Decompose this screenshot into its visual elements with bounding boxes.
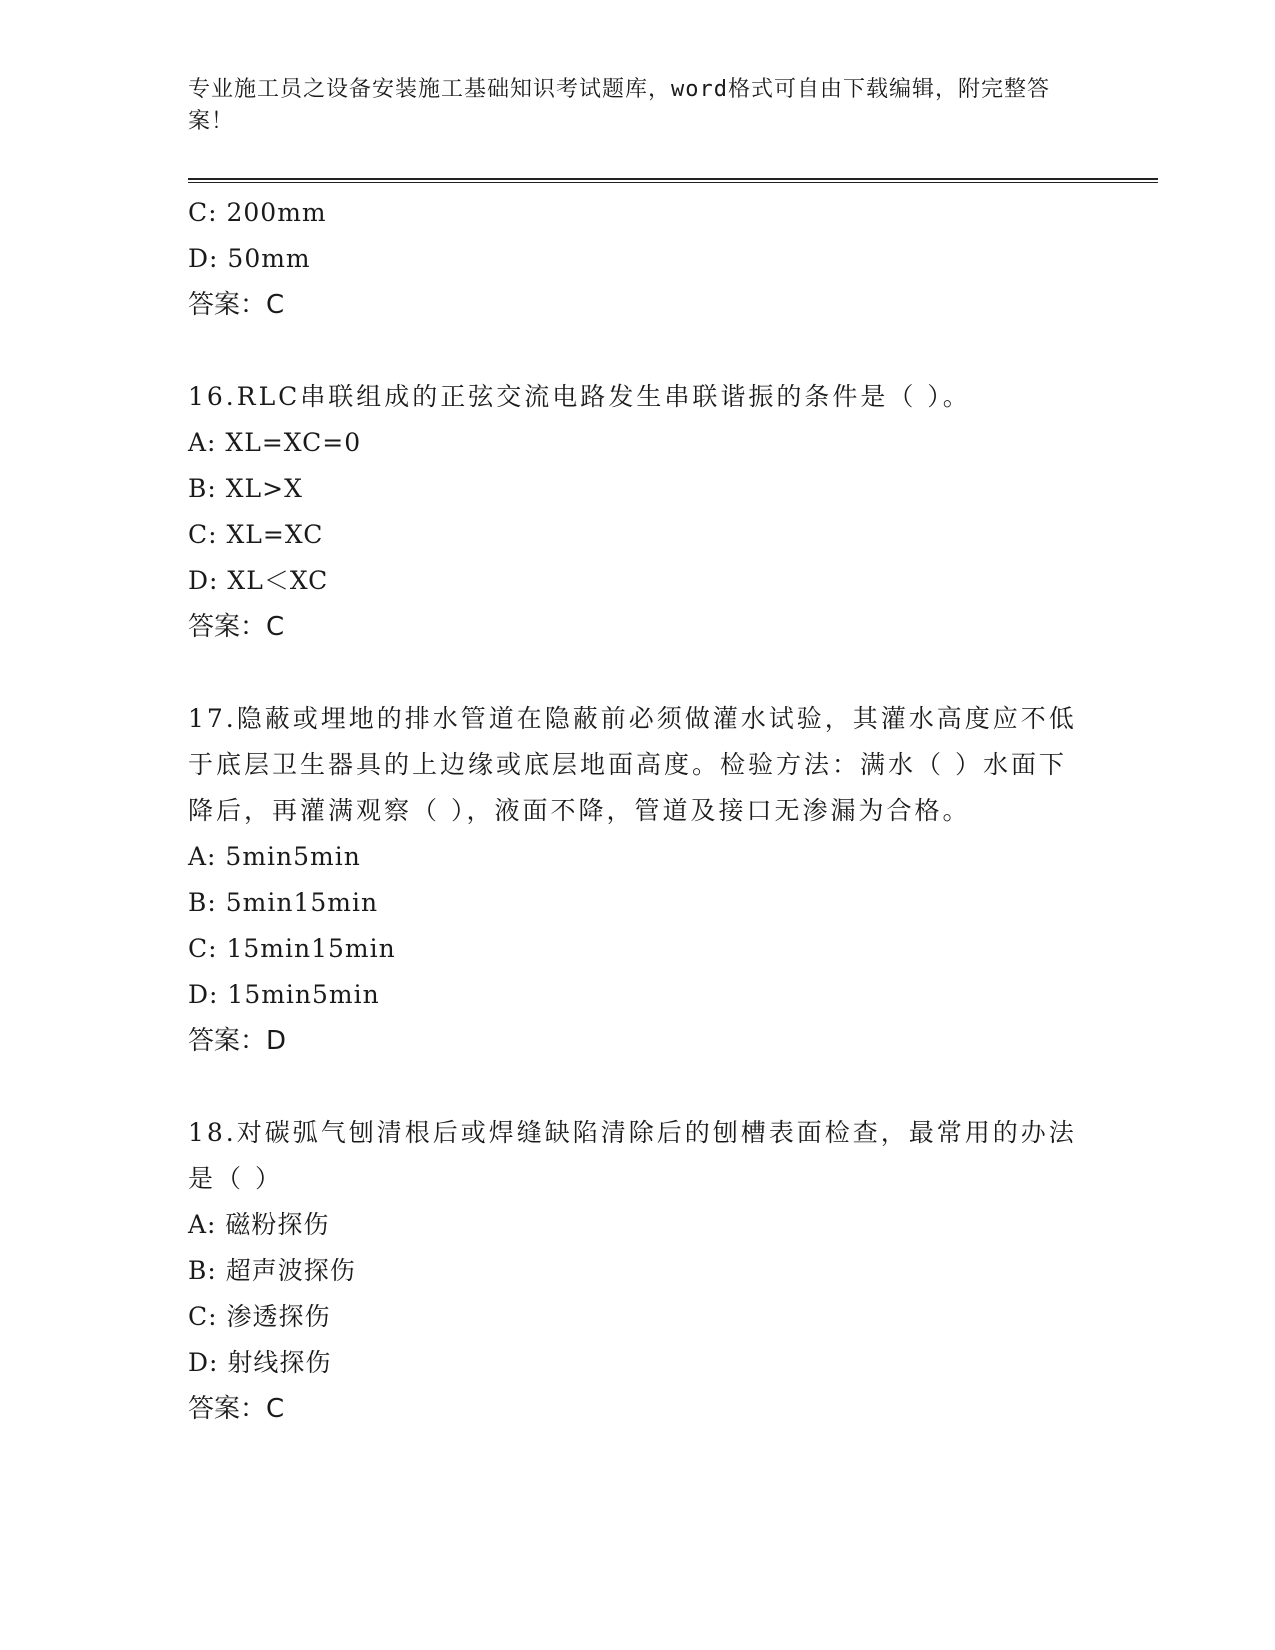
spacer	[188, 328, 1088, 374]
question-16-option-d: D: XL＜XC	[188, 566, 329, 595]
question-16-option-b: B: XL>X	[188, 474, 303, 503]
question-17-option-b: B: 5min15min	[188, 888, 379, 917]
question-17-answer: 答案：D	[188, 1026, 287, 1056]
header-divider	[188, 178, 1158, 183]
spacer	[188, 1064, 1088, 1110]
question-16-option-c: C: XL=XC	[188, 520, 324, 549]
question-17-option-d: D: 15min5min	[188, 980, 380, 1009]
question-18-option-a: A: 磁粉探伤	[188, 1210, 330, 1239]
question-16-option-a: A: XL=XC=0	[188, 428, 362, 457]
answer-line: 答案：C	[188, 290, 285, 320]
option-c: C: 200mm	[188, 198, 327, 227]
question-16-answer: 答案：C	[188, 612, 285, 642]
question-16-stem: 16.RLC串联组成的正弦交流电路发生串联谐振的条件是（ ）。	[188, 382, 971, 411]
question-18-option-c: C: 渗透探伤	[188, 1302, 331, 1331]
question-17-option-a: A: 5min5min	[188, 842, 361, 871]
spacer	[188, 650, 1088, 696]
option-d: D: 50mm	[188, 244, 311, 273]
document-body	[188, 190, 1088, 1432]
question-18-stem: 18.对碳弧气刨清根后或焊缝缺陷清除后的刨槽表面检查，最常用的办法是（ ）	[188, 1118, 1077, 1193]
question-17-stem: 17.隐蔽或埋地的排水管道在隐蔽前必须做灌水试验，其灌水高度应不低于底层卫生器具的上边缘或底层地面高度。检验方法：满水（ ）水面下降后，再灌满观察（ ），液面不降，管道及接口无渗漏为合格。	[188, 704, 1077, 825]
document-header: 专业施工员之设备安装施工基础知识考试题库，word格式可自由下载编辑，附完整答案！	[188, 77, 1050, 134]
question-17-option-c: C: 15min15min	[188, 934, 396, 963]
question-18-answer: 答案：C	[188, 1394, 285, 1424]
question-18-option-b: B: 超声波探伤	[188, 1256, 356, 1285]
question-18-option-d: D: 射线探伤	[188, 1348, 332, 1377]
